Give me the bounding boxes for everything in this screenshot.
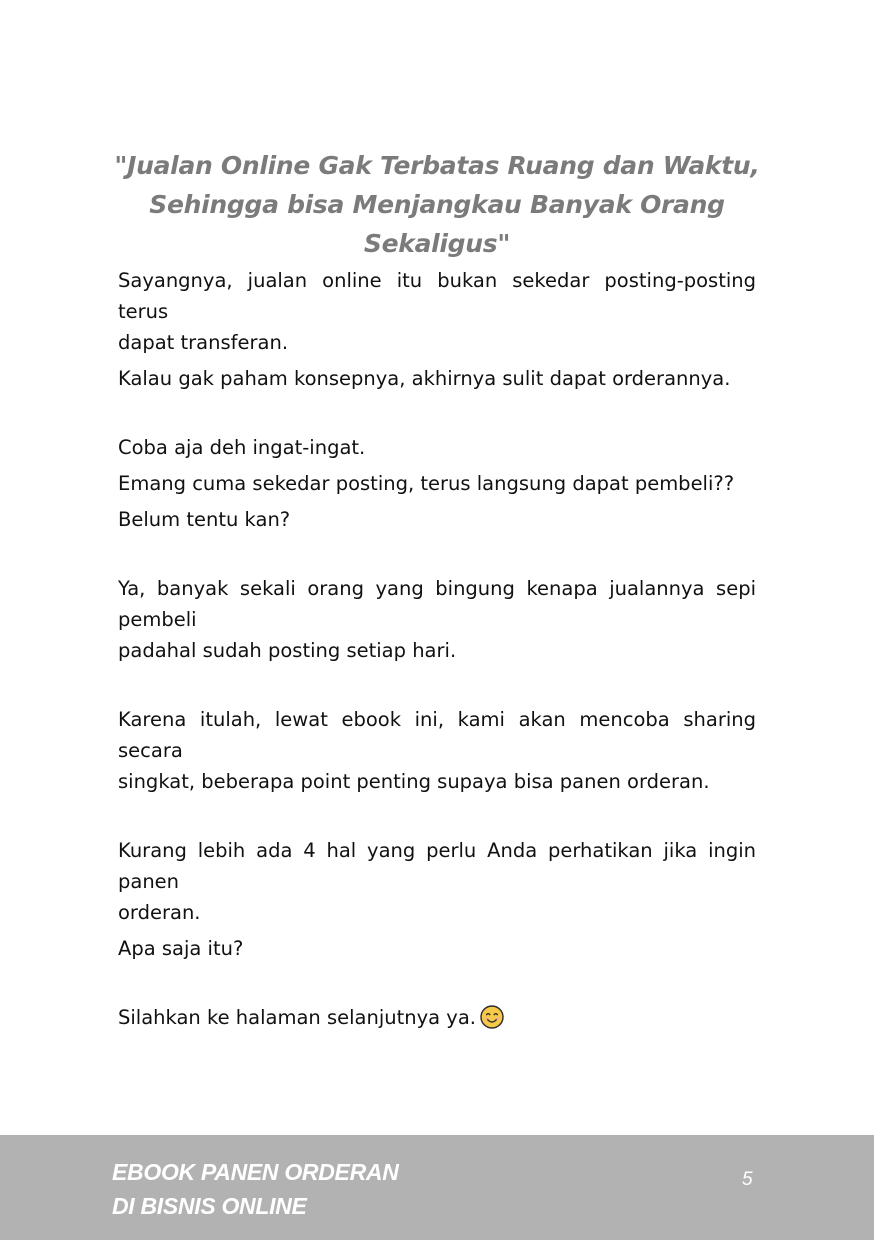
paragraph-line: dapat transferan.	[118, 331, 289, 354]
paragraph	[118, 835, 756, 964]
paragraph	[118, 704, 756, 797]
paragraph-line: singkat, beberapa point penting supaya bisa panen orderan.	[118, 770, 710, 793]
ebook-title-line: DI BISNIS ONLINE	[112, 1193, 307, 1219]
paragraph-line: padahal sudah posting setiap hari.	[118, 639, 457, 662]
page-number: 5	[742, 1169, 753, 1190]
paragraph-line: Sayangnya, jualan online itu bukan sekedar posting-posting terus	[118, 269, 756, 323]
ebook-title	[112, 1155, 399, 1223]
pull-quote-line: Sehingga bisa Menjangkau Banyak Orang Sekaligus"	[149, 190, 725, 258]
paragraph-line: orderan.	[118, 901, 201, 924]
body-text	[118, 265, 756, 1033]
paragraph-line	[118, 1002, 756, 1033]
paragraph-line: Emang cuma sekedar posting, terus langsung dapat pembeli??	[118, 472, 735, 495]
paragraph-line: Apa saja itu?	[118, 937, 244, 960]
paragraph-line: Ya, banyak sekali orang yang bingung kenapa jualannya sepi pembeli	[118, 577, 756, 631]
paragraph-line: Karena itulah, lewat ebook ini, kami akan mencoba sharing secara	[118, 708, 756, 762]
closing-text: Silahkan ke halaman selanjutnya ya.	[118, 1006, 476, 1029]
paragraph	[118, 573, 756, 666]
paragraph-line: Kurang lebih ada 4 hal yang perlu Anda perhatikan jika ingin panen	[118, 839, 756, 893]
paragraph-line: Kalau gak paham konsepnya, akhirnya sulit dapat orderannya.	[118, 367, 731, 390]
paragraph	[118, 432, 756, 535]
paragraph	[118, 265, 756, 394]
ebook-title-line: EBOOK PANEN ORDERAN	[112, 1159, 399, 1185]
paragraph-line: Coba aja deh ingat-ingat.	[118, 436, 366, 459]
paragraph-line: Belum tentu kan?	[118, 508, 291, 531]
paragraph	[118, 1002, 756, 1033]
pull-quote-line: "Jualan Online Gak Terbatas Ruang dan Waktu,	[114, 151, 760, 180]
pull-quote	[110, 146, 764, 263]
smiling-face-icon	[480, 1005, 504, 1029]
page-footer	[0, 1135, 874, 1240]
